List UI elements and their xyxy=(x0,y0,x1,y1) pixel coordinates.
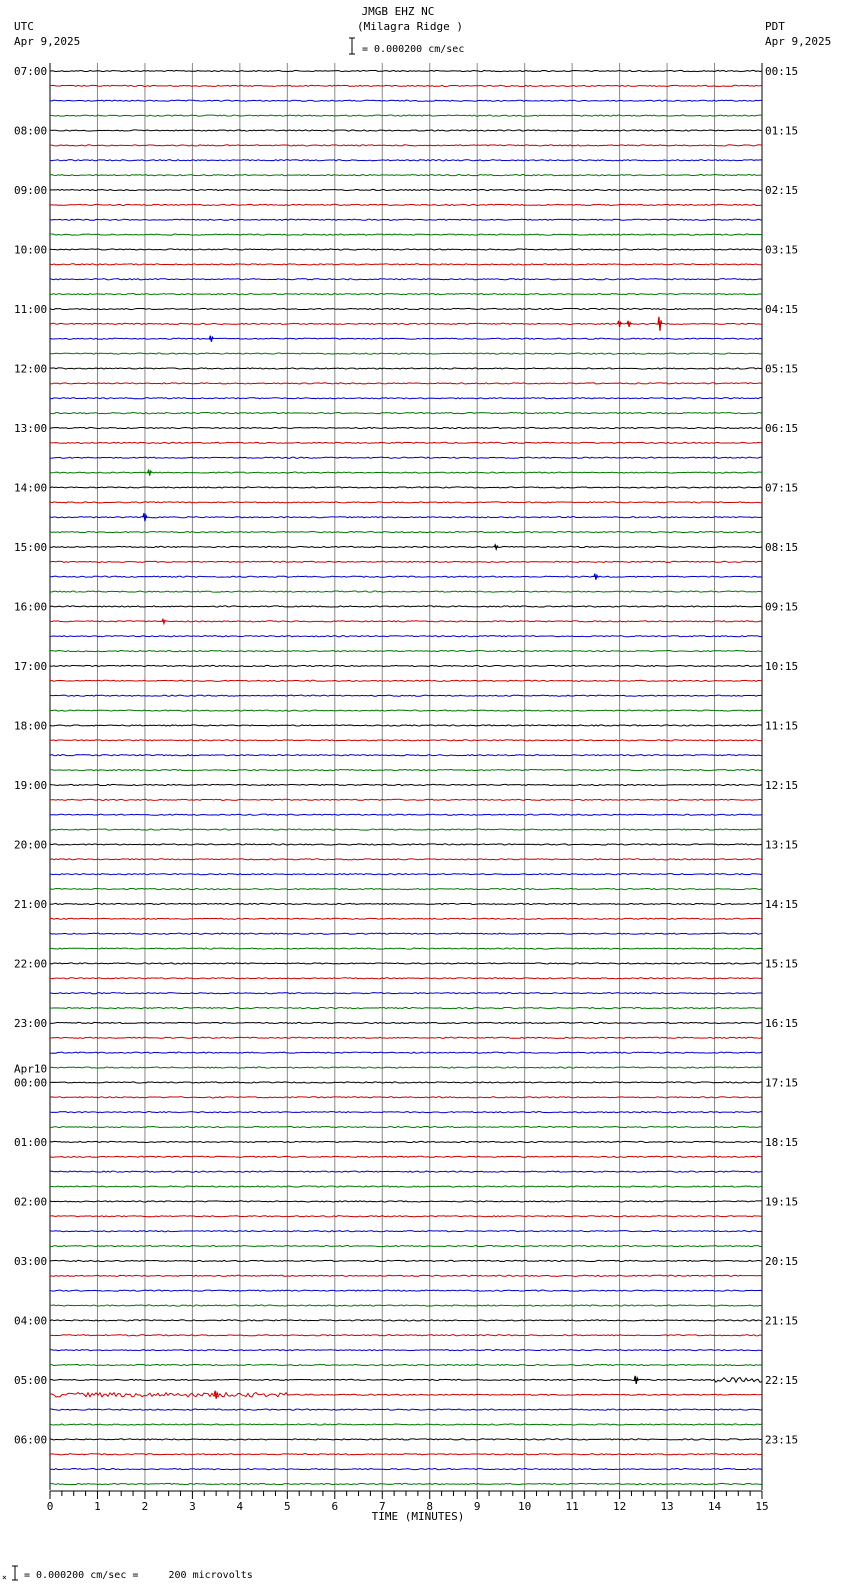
trace-line xyxy=(50,844,762,845)
trace-line xyxy=(50,725,762,726)
trace-line xyxy=(50,145,762,146)
trace-line xyxy=(50,829,762,830)
left-date: Apr 9,2025 xyxy=(14,35,81,48)
trace-line xyxy=(50,978,762,979)
trace-line xyxy=(50,442,762,443)
event-spike xyxy=(634,1376,638,1384)
scale-bar-icon xyxy=(349,38,355,54)
utc-hour-label: 22:00 xyxy=(14,957,48,971)
trace-line xyxy=(50,621,762,622)
trace-line xyxy=(50,799,762,800)
pdt-hour-label: 14:15 xyxy=(765,897,799,911)
pdt-hour-label: 05:15 xyxy=(765,362,799,376)
x-tick-label: 12 xyxy=(612,1500,627,1513)
trace-line xyxy=(50,1186,762,1187)
utc-hour-label: 17:00 xyxy=(14,659,48,673)
pdt-hour-label: 20:15 xyxy=(765,1254,799,1268)
event-spike xyxy=(209,336,213,342)
pdt-hour-label: 02:15 xyxy=(765,183,799,197)
pdt-hour-label: 07:15 xyxy=(765,481,799,495)
trace-line xyxy=(50,561,762,562)
pdt-hour-label: 08:15 xyxy=(765,540,799,554)
trace-line xyxy=(50,769,762,770)
x-tick-label: 1 xyxy=(94,1500,101,1513)
date-change-label: Apr10 xyxy=(14,1062,48,1076)
trace-line xyxy=(50,1260,762,1261)
header xyxy=(14,5,831,55)
trace-line xyxy=(50,1454,762,1455)
trace-line xyxy=(50,740,762,741)
trace-line xyxy=(50,1037,762,1038)
utc-hour-labels xyxy=(14,65,47,1446)
trace-line xyxy=(50,398,762,399)
trace-line xyxy=(50,1245,762,1246)
pdt-hour-label: 21:15 xyxy=(765,1314,799,1328)
utc-hour-label: 03:00 xyxy=(14,1254,48,1268)
x-tick-label: 4 xyxy=(236,1500,244,1513)
utc-hour-label: 23:00 xyxy=(14,1016,48,1030)
utc-hour-label: 07:00 xyxy=(14,65,48,78)
x-tick-label: 10 xyxy=(518,1500,532,1513)
trace-line xyxy=(50,755,762,756)
trace-line xyxy=(50,859,762,860)
x-tick-label: 13 xyxy=(660,1500,674,1513)
trace-line xyxy=(50,204,762,205)
trace-line xyxy=(50,323,762,324)
right-timezone: PDT xyxy=(765,20,785,33)
pdt-hour-label: 16:15 xyxy=(765,1016,799,1030)
event-spike xyxy=(162,619,166,623)
trace-line xyxy=(50,650,762,651)
trace-line xyxy=(50,1126,762,1127)
trace-line xyxy=(50,665,762,666)
pdt-hour-label: 04:15 xyxy=(765,302,799,316)
pdt-hour-label: 06:15 xyxy=(765,421,799,435)
utc-hour-label: 10:00 xyxy=(14,243,48,257)
pdt-hour-label: 15:15 xyxy=(765,957,799,971)
trace-line xyxy=(50,680,762,681)
utc-hour-label: 13:00 xyxy=(14,421,48,435)
utc-hour-label: 11:00 xyxy=(14,302,48,316)
pdt-hour-label: 00:15 xyxy=(765,65,799,78)
event-spike xyxy=(594,574,598,580)
trace-line xyxy=(50,279,762,280)
trace-line xyxy=(50,546,762,547)
trace-line xyxy=(50,427,762,428)
pdt-hour-label: 19:15 xyxy=(765,1195,799,1209)
utc-hour-label: 12:00 xyxy=(14,362,48,376)
footer-star: × xyxy=(2,1573,7,1582)
trace-line xyxy=(50,1216,762,1217)
trace-line xyxy=(50,1335,762,1336)
trace-line xyxy=(50,1141,762,1142)
trace-line xyxy=(50,963,762,964)
utc-hour-label: 06:00 xyxy=(14,1433,48,1447)
utc-hour-label: 02:00 xyxy=(14,1195,48,1209)
trace-line xyxy=(50,993,762,994)
trace-line xyxy=(50,338,762,339)
x-tick-label: 15 xyxy=(755,1500,769,1513)
utc-hour-label: 19:00 xyxy=(14,778,48,792)
station-location: (Milagra Ridge ) xyxy=(357,20,463,33)
utc-hour-label: 09:00 xyxy=(14,183,48,197)
pdt-hour-label: 13:15 xyxy=(765,838,799,852)
trace-line xyxy=(50,85,762,86)
pdt-hour-label: 10:15 xyxy=(765,659,799,673)
footer-scale-bar-icon xyxy=(12,1566,18,1580)
utc-hour-label: 20:00 xyxy=(14,838,48,852)
trace-line xyxy=(50,1022,762,1023)
trace-line xyxy=(50,457,762,458)
trace-line xyxy=(50,576,762,577)
trace-line xyxy=(50,1409,762,1410)
trace-line xyxy=(50,1350,762,1351)
utc-hour-label: 04:00 xyxy=(14,1314,48,1328)
trace-line xyxy=(50,383,762,384)
trace-line xyxy=(50,710,762,711)
trace-line xyxy=(50,1007,762,1008)
pdt-hour-label: 09:15 xyxy=(765,600,799,614)
x-tick-label: 3 xyxy=(189,1500,196,1513)
trace-line xyxy=(50,234,762,235)
trace-line xyxy=(50,918,762,919)
pdt-hour-label: 11:15 xyxy=(765,719,799,733)
trace-line xyxy=(50,784,762,785)
trace-line xyxy=(50,517,762,518)
right-date: Apr 9,2025 xyxy=(765,35,832,48)
trace-line xyxy=(50,472,762,473)
x-tick-label: 7 xyxy=(378,1500,386,1513)
pdt-hour-label: 17:15 xyxy=(765,1076,799,1090)
trace-line xyxy=(50,219,762,220)
trace-line xyxy=(50,1393,762,1397)
trace-line xyxy=(50,1112,762,1113)
scale-label: = 0.000200 cm/sec xyxy=(362,44,465,55)
trace-line xyxy=(50,502,762,503)
footer-scale-note: = 0.000200 cm/sec = 200 microvolts xyxy=(24,1570,253,1581)
trace-line xyxy=(50,888,762,889)
pdt-hour-label: 18:15 xyxy=(765,1135,799,1149)
utc-hour-label: 08:00 xyxy=(14,124,48,138)
x-tick-label: 2 xyxy=(141,1500,149,1513)
trace-line xyxy=(50,353,762,354)
trace-line xyxy=(50,487,762,488)
trace-line xyxy=(50,412,762,413)
footer xyxy=(2,1566,253,1582)
x-tick-label: 0 xyxy=(46,1500,54,1513)
trace-line xyxy=(50,532,762,533)
trace-line xyxy=(50,189,762,190)
pdt-hour-labels xyxy=(765,65,798,1446)
utc-hour-label: 18:00 xyxy=(14,719,48,733)
event-spike xyxy=(658,317,662,331)
trace-line xyxy=(50,814,762,815)
trace-line xyxy=(50,249,762,250)
pdt-hour-label: 01:15 xyxy=(765,124,799,138)
trace-line xyxy=(50,1067,762,1068)
trace-line xyxy=(50,1082,762,1083)
trace-line xyxy=(50,368,762,369)
trace-line xyxy=(50,264,762,265)
trace-lines xyxy=(50,70,762,1484)
x-tick-label: 5 xyxy=(284,1500,291,1513)
trace-line xyxy=(50,1171,762,1172)
x-tick-label: 14 xyxy=(707,1500,722,1513)
pdt-hour-label: 03:15 xyxy=(765,243,799,257)
trace-line xyxy=(50,1156,762,1157)
trace-line xyxy=(50,160,762,161)
trace-line xyxy=(50,1275,762,1276)
event-spike xyxy=(494,545,498,549)
trace-line xyxy=(50,175,762,176)
utc-hour-label: 01:00 xyxy=(14,1135,48,1149)
trace-line xyxy=(50,948,762,949)
pdt-hour-label: 12:15 xyxy=(765,778,799,792)
trace-line xyxy=(50,1483,762,1484)
trace-line xyxy=(50,591,762,592)
x-tick-label: 8 xyxy=(426,1500,434,1513)
trace-line xyxy=(50,1097,762,1098)
trace-line xyxy=(50,1290,762,1291)
pdt-hour-label: 22:15 xyxy=(765,1373,799,1387)
trace-line xyxy=(50,308,762,309)
x-tick-label: 6 xyxy=(331,1500,339,1513)
event-spike xyxy=(627,321,631,327)
x-tick-label: 9 xyxy=(473,1500,481,1513)
trace-line xyxy=(50,1424,762,1425)
left-timezone: UTC xyxy=(14,20,34,33)
pdt-hour-label: 23:15 xyxy=(765,1433,799,1447)
trace-line xyxy=(50,115,762,116)
trace-line xyxy=(50,1320,762,1321)
trace-line xyxy=(50,695,762,696)
utc-hour-label: 15:00 xyxy=(14,540,48,554)
trace-line xyxy=(50,130,762,131)
utc-hour-label: 00:00 xyxy=(14,1076,48,1090)
event-spike xyxy=(214,1391,218,1399)
utc-hour-label: 16:00 xyxy=(14,600,48,614)
trace-line xyxy=(50,70,762,71)
trace-line xyxy=(50,903,762,904)
trace-line xyxy=(50,1052,762,1053)
utc-hour-label: 05:00 xyxy=(14,1373,48,1387)
trace-line xyxy=(50,1305,762,1306)
trace-line xyxy=(50,636,762,637)
x-axis xyxy=(47,1491,769,1523)
trace-line xyxy=(50,100,762,101)
trace-line xyxy=(50,1439,762,1440)
utc-hour-label: 14:00 xyxy=(14,481,48,495)
trace-line xyxy=(50,874,762,875)
trace-line xyxy=(50,606,762,607)
x-axis-label: TIME (MINUTES) xyxy=(371,1510,465,1523)
station-title: JMGB EHZ NC xyxy=(361,5,435,18)
x-tick-label: 11 xyxy=(565,1500,579,1513)
trace-line xyxy=(50,1364,762,1365)
trace-line xyxy=(50,1231,762,1232)
utc-hour-label: 21:00 xyxy=(14,897,48,911)
event-spike xyxy=(148,470,152,476)
trace-line xyxy=(50,933,762,934)
trace-line xyxy=(50,294,762,295)
trace-line xyxy=(50,1201,762,1202)
trace-line xyxy=(50,1377,762,1382)
trace-line xyxy=(50,1469,762,1470)
